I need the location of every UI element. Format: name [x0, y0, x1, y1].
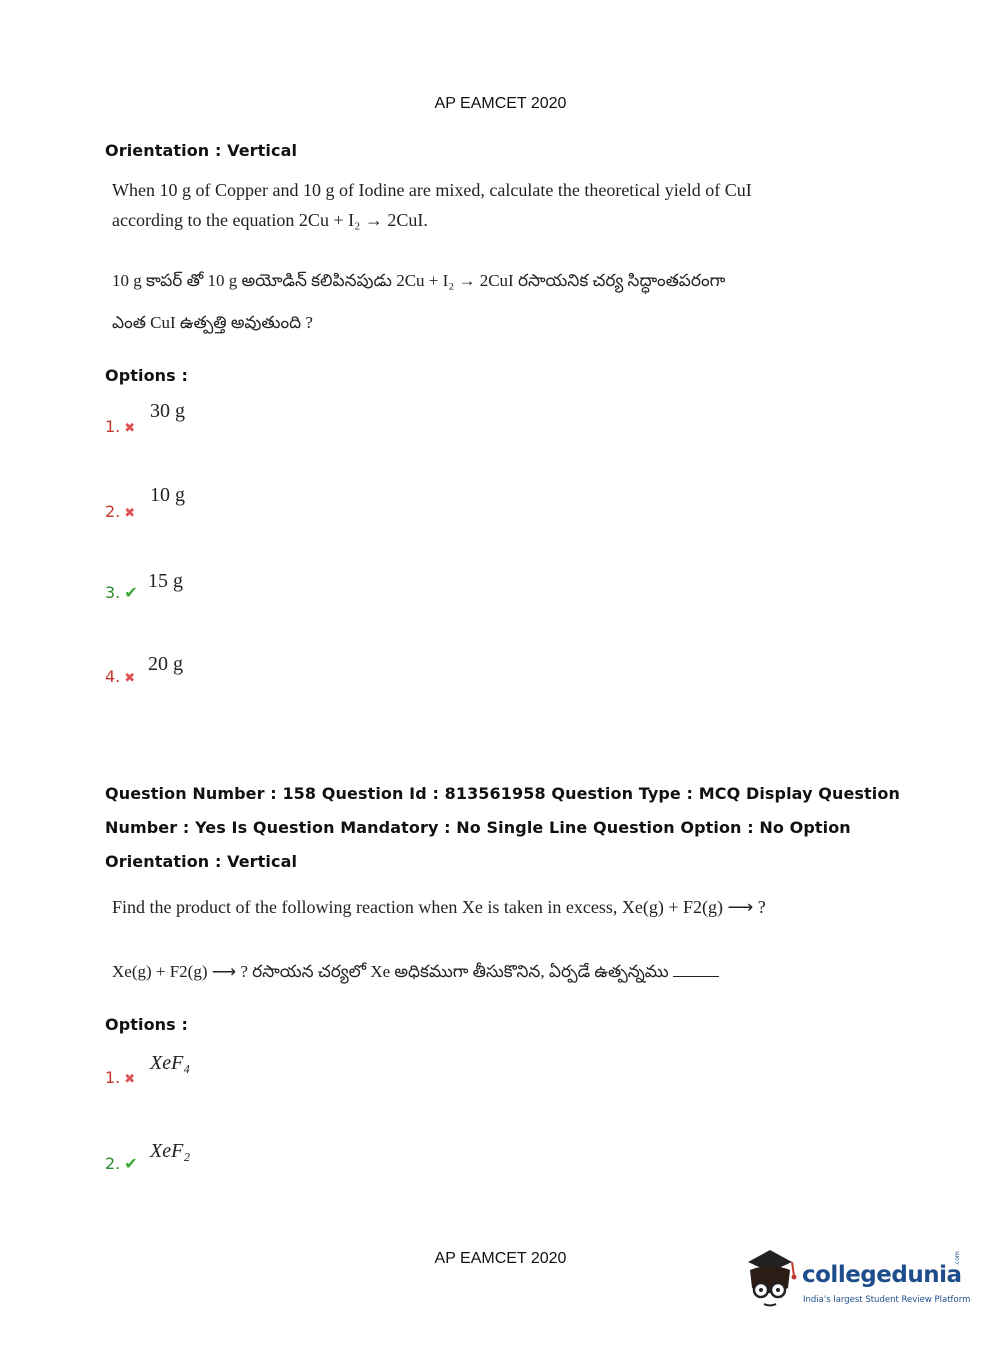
- wrong-cross-icon: ✖: [124, 1072, 136, 1087]
- page-footer: AP EAMCET 2020: [434, 1250, 567, 1267]
- question-telugu: [112, 962, 719, 986]
- question-meta-line-1: Question Number : 158 Question Id : 813561958 Question Type : MCQ Display Question: [105, 784, 900, 803]
- question-telugu-text: Xe(g) + F2(g) ⟶ ? రసాయన చర్యలో Xe అధికముగా తీసుకొనిన, ఏర్పడే ఉత్పన్నము: [112, 962, 669, 981]
- orientation-label: Orientation : Vertical: [105, 852, 298, 871]
- option-1-number: [105, 417, 135, 436]
- question-english: Find the product of the following reaction when Xe is taken in excess, Xe(g) + F2(g) ⟶ ?: [112, 897, 766, 917]
- question-telugu-line-1: 10 g కాపర్ తో 10 g అయోడిన్ కలిపినపుడు 2Cu + I₂ → 2CuI రసాయనిక చర్య సిద్ధాంతపరంగా: [112, 271, 726, 290]
- option-3-text: 15 g: [148, 570, 183, 592]
- option-1-text: XeF₄: [150, 1052, 191, 1074]
- options-label: Options :: [105, 366, 188, 385]
- page-header: AP EAMCET 2020: [434, 95, 567, 112]
- collegedunia-logo[interactable]: [740, 1248, 970, 1318]
- wrong-cross-icon: ✖: [124, 671, 136, 686]
- option-number: 1.: [105, 417, 121, 436]
- answer-blank: [673, 976, 719, 977]
- option-number: 1.: [105, 1068, 121, 1087]
- correct-check-icon: ✔: [124, 583, 138, 602]
- option-number: 4.: [105, 667, 121, 686]
- correct-check-icon: ✔: [124, 1154, 138, 1173]
- question-meta-line-2: Number : Yes Is Question Mandatory : No Single Line Question Option : No Option: [105, 818, 851, 837]
- option-2-number: [105, 502, 135, 521]
- option-1-text: 30 g: [150, 400, 185, 422]
- option-3-number: [105, 583, 138, 602]
- option-number: 2.: [105, 502, 121, 521]
- question-english-line-2: according to the equation 2Cu + I₂ → 2CuI.: [112, 210, 428, 230]
- option-2-number: [105, 1154, 138, 1173]
- options-label: Options :: [105, 1015, 188, 1034]
- mascot-icon: [740, 1248, 800, 1308]
- option-4-text: 20 g: [148, 653, 183, 675]
- option-number: 3.: [105, 583, 121, 602]
- option-2-text: XeF₂: [150, 1140, 191, 1162]
- question-telugu-line-2: ఎంత CuI ఉత్పత్తి అవుతుంది ?: [112, 313, 313, 332]
- option-number: 2.: [105, 1154, 121, 1173]
- wrong-cross-icon: ✖: [124, 506, 136, 521]
- orientation-label: Orientation : Vertical: [105, 141, 298, 160]
- option-4-number: [105, 667, 135, 686]
- option-2-text: 10 g: [150, 484, 185, 506]
- brand-suffix: .com: [954, 1251, 961, 1266]
- brand-tagline: India's largest Student Review Platform: [803, 1295, 971, 1305]
- option-1-number: [105, 1068, 135, 1087]
- brand-name: collegedunia: [802, 1262, 962, 1288]
- question-english-line-1: When 10 g of Copper and 10 g of Iodine are mixed, calculate the theoretical yield of CuI: [112, 180, 752, 200]
- wrong-cross-icon: ✖: [124, 421, 136, 436]
